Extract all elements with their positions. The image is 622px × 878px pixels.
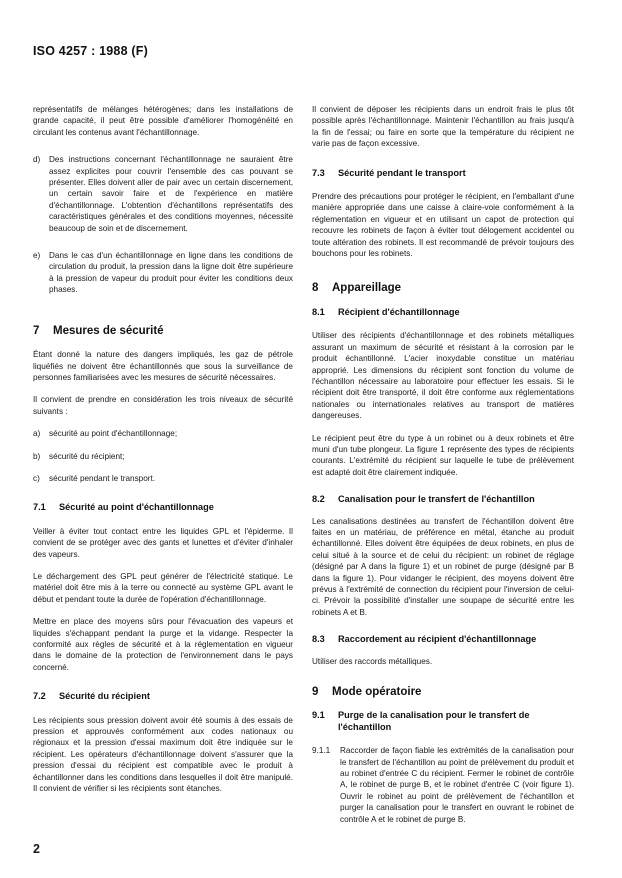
section-number: 9.1 xyxy=(312,710,325,721)
section-title: Récipient d'échantillonnage xyxy=(338,306,460,317)
section-title: Raccordement au récipient d'échantillonnage xyxy=(338,634,537,645)
list-item-b xyxy=(33,451,293,462)
paragraph: Veiller à éviter tout contact entre les liquides GPL et l'épiderme. Il convient de se protéger avec des gants et lunettes et d'éviter d'inhaler des vapeurs. xyxy=(33,526,293,559)
section-number: 7.1 xyxy=(33,502,46,513)
list-text: sécurité pendant le transport. xyxy=(49,473,156,483)
document-header: ISO 4257 : 1988 (F) xyxy=(33,44,148,58)
section-title: Appareillage xyxy=(332,282,402,295)
paragraph: représentatifs de mélanges hétérogènes; dans les installations de grande capacité, il peut être possible d'améliorer l'homogénéité en circulant les contenus avant l'échantillonnage. xyxy=(33,105,293,137)
paragraph: Les récipients sous pression doivent avoir été soumis à des essais de pression et approuvés conformément aux codes nationaux ou régionaux et la pression d'essai maximum doit être indiquée sur le récipient. Les opérateurs d'échantillonnage doivent s'assurer que la pression d'essai du récipient est compatible avec le produit à échantillonner dans les conditions dans lesquelles il doit être manipulé. Il convient de vérifier si les récipients sont étanches. xyxy=(33,715,293,794)
section-number: 8.1 xyxy=(312,306,325,317)
section-title: Mesures de sécurité xyxy=(53,324,164,337)
subclause-number: 9.1.1 xyxy=(312,746,331,756)
section-heading-8-3 xyxy=(312,634,574,645)
section-heading-9 xyxy=(312,687,574,698)
list-item-d xyxy=(33,154,293,234)
page-number: 2 xyxy=(33,842,40,856)
paragraph: Étant donné la nature des dangers impliqués, les gaz de pétrole liquéfiés ne doivent être échantillonnés que sous la surveillance de personnes familiarisées avec les mesures de sécurité nécessaires. xyxy=(33,350,293,382)
list-item-e xyxy=(33,250,293,296)
list-label: a) xyxy=(33,429,41,439)
section-number: 7.3 xyxy=(312,167,325,178)
section-number: 8.2 xyxy=(312,494,325,505)
list-item-c xyxy=(33,473,293,484)
list-text: Dans le cas d'un échantillonnage en ligne dans les conditions de circulation du produit, la pression dans la ligne doit être supérieure à la pression de vapeur du produit pour éviter les conditions deux phases. xyxy=(49,251,293,295)
subclause-9-1-1 xyxy=(312,745,574,825)
section-title: Sécurité du récipient xyxy=(59,691,150,702)
section-heading-9-1 xyxy=(312,710,574,733)
list-label: d) xyxy=(33,155,41,165)
list-text: sécurité du récipient; xyxy=(49,451,125,461)
paragraph: Les canalisations destinées au transfert de l'échantillon doivent être faites en un matériau, de préférence en métal, étanche au produit échantillonné. Elles doivent être équipées de deux robinets, en plus de celui situé à la source et de celui du récipient: un robinet de réglage (désigné par A dans la figure 1) et un robinet de purge (désigné par B dans la figure 1). Pour vidanger le récipient, des moyens doivent être prévus à l'extrémité de connection du récipient pour l'inversion de celui-ci. Prévoir la possibilité d'installer une soupape de sécurité entre les robinets A et B. xyxy=(312,516,574,617)
list-label: e) xyxy=(33,251,41,261)
list-item-a xyxy=(33,428,293,439)
list-label: b) xyxy=(33,451,41,461)
right-column xyxy=(312,104,574,836)
section-number: 8.3 xyxy=(312,634,325,645)
paragraph: Prendre des précautions pour protéger le récipient, en l'emballant d'une manière appropriée dans une caisse à claire-voie conformément à la réglementation en vigueur et en utilisant un capot de protection qui recouvre les robinets de façon à éviter tout délogement accidentel ou toute altération des robinets. Il est recommandé de prévoir toujours des bouchons pour les robinets. xyxy=(312,192,574,259)
section-number: 8 xyxy=(312,282,319,295)
paragraph: Le déchargement des GPL peut générer de l'électricité statique. Le matériel doit être mis à la terre ou connecté au système GPL avant le début et pendant toute la durée de l'opération d'échantillonnage. xyxy=(33,571,293,604)
section-title: Purge de la canalisation pour le transfert de l'échantillon xyxy=(338,710,530,732)
section-title: Canalisation pour le transfert de l'échantillon xyxy=(338,494,535,505)
paragraph: Il convient de prendre en considération les trois niveaux de sécurité suivants : xyxy=(33,395,293,416)
section-heading-7-3 xyxy=(312,168,574,179)
section-number: 7 xyxy=(33,324,40,337)
section-number: 7.2 xyxy=(33,691,46,702)
list-label: c) xyxy=(33,473,40,483)
list-text: sécurité au point d'échantillonnage; xyxy=(49,429,178,439)
section-heading-7 xyxy=(33,326,293,337)
left-column xyxy=(33,104,293,805)
section-heading-7-1 xyxy=(33,502,293,513)
subclause-text: Raccorder de façon fiable les extrémités de la canalisation pour le transfert de l'échantillon au point de prélèvement du produit et au robinet d'entrée C du récipient. Fermer le robinet de contrôle A, le robinet de purge B, et le robinet d'entrée C (voir figure 1). Ouvrir le robinet au point de prélèvement de l'échantillon et purger la canalisation pour le transfert en ouvrant le robinet de contrôle A et le robinet de purge B. xyxy=(340,746,574,824)
section-heading-8 xyxy=(312,283,574,294)
paragraph: Il convient de déposer les récipients dans un endroit frais le plus tôt possible après l'échantillonnage. Maintenir l'échantillon au frais jusqu'à la fin de l'essai; ou faire en sorte que la température du récipient ne varie pas de façon excessive. xyxy=(312,105,574,149)
paragraph: Utiliser des récipients d'échantillonnage et des robinets métalliques assurant un maximum de sécurité et résistant à la corrosion par le produit échantillonné. L'acier inoxydable constitue un matériau approprié. Les dimensions du récipient sont fonction du volume de l'échantillon nécessaire au laboratoire pour effectuer les essais. Si le récipient doit être transporté, il doit être conforme aux réglementations nationales ou internationales relatives au transport de matières dangereuses. xyxy=(312,331,574,421)
paragraph: Utiliser des raccords métalliques. xyxy=(312,656,433,666)
section-heading-8-1 xyxy=(312,307,574,318)
section-heading-7-2 xyxy=(33,691,293,702)
section-heading-8-2 xyxy=(312,494,574,505)
section-title: Sécurité pendant le transport xyxy=(338,167,466,178)
section-number: 9 xyxy=(312,686,319,699)
section-title: Mode opératoire xyxy=(332,686,422,699)
paragraph: Le récipient peut être du type à un robinet ou à deux robinets et être muni d'un tube plongeur. La figure 1 représente des types de récipients courants. L'extrémité du récipient sur laquelle le tube de prélèvement est adapté doit être clairement indiquée. xyxy=(312,433,574,477)
paragraph: Mettre en place des moyens sûrs pour l'évacuation des vapeurs et liquides s'échappant pendant la purge et la vidange. Respecter la conformité aux règles de sécurité et à la réglementation en vigueur dans le domaine de la protection de l'environnement dans le pays concerné. xyxy=(33,617,293,672)
section-title: Sécurité au point d'échantillonnage xyxy=(59,502,214,513)
list-text: Des instructions concernant l'échantillonnage ne sauraient être assez explicites pour couvrir l'ensemble des cas pouvant se présenter. Elles doivent aller de pair avec un certain discernement, un certain savoir faire et de l'expérience en matière d'échantillonnage. L'obtention d'échantillons représentatifs des caractéristiques générales et des conditions moyennes, nécessite beaucoup de soin et de discernement. xyxy=(49,155,293,233)
